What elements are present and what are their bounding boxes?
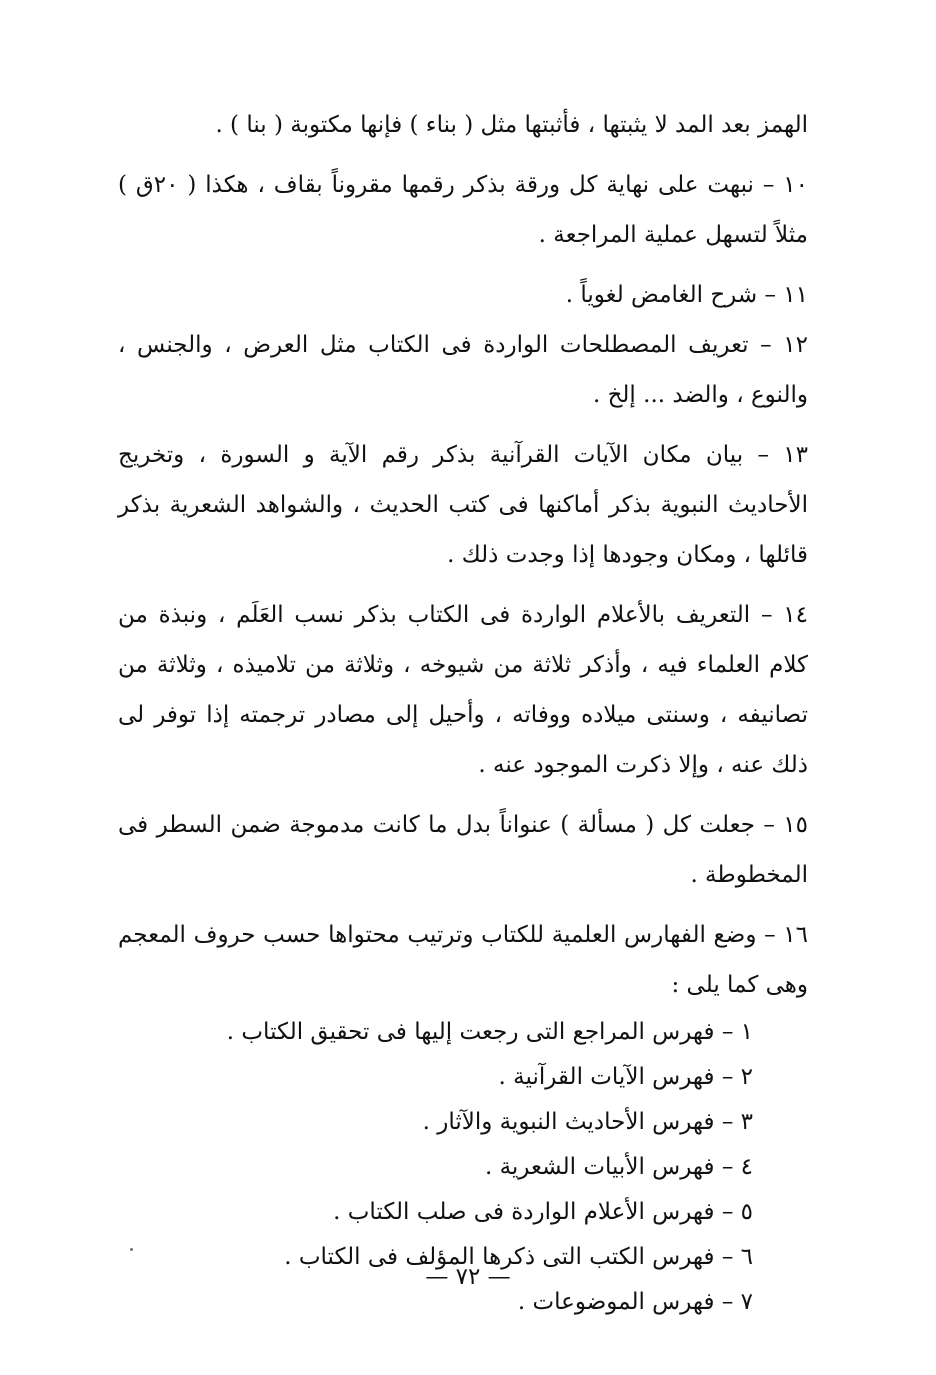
- index-list-item-6: ٦ – فهرس الكتب التى ذكرها المؤلف فى الكتاب .: [284, 1244, 753, 1270]
- index-list-item-3: ٣ – فهرس الأحاديث النبوية والآثار .: [422, 1109, 753, 1135]
- paragraph-hamz-continuation: الهمز بعد المد لا يثبتها ، فأثبتها مثل ( بناء ) فإنها مكتوبة ( بنا ) .: [215, 112, 808, 138]
- paragraph-item-12: ١٢ – تعريف المصطلحات الواردة فى الكتاب مثل العرض ، والجنس ، والنوع ، والضد ... إلخ .: [118, 332, 808, 408]
- paragraph-item-16: ١٦ – وضع الفهارس العلمية للكتاب وترتيب محتواها حسب حروف المعجم وهى كما يلى :: [118, 922, 808, 998]
- index-list-item-2: ٢ – فهرس الآيات القرآنية .: [498, 1064, 753, 1090]
- paragraph-item-14: ١٤ – التعريف بالأعلام الواردة فى الكتاب بذكر نسب العَلَم ، ونبذة من كلام العلماء فيه ، وأذكر ثلاثة من شيوخه ، وثلاثة من تلاميذه ، وثلاثة من تصانيفه ، وسنتى ميلاده ووفاته ، وأحيل إلى مصادر ترجمته إذا توفر لى ذلك عنه ، وإلا ذكرت الموجود عنه .: [118, 602, 808, 778]
- index-list-item-5: ٥ – فهرس الأعلام الواردة فى صلب الكتاب .: [333, 1199, 753, 1225]
- paragraph-item-13: ١٣ – بيان مكان الآيات القرآنية بذكر رقم الآية و السورة ، وتخريج الأحاديث النبوية بذكر أماكنها فى كتب الحديث ، والشواهد الشعرية بذكر قائلها ، ومكان وجودها إذا وجدت ذلك .: [118, 442, 808, 568]
- page-body: [118, 100, 808, 1325]
- page-number: — ٧٢ —: [425, 1264, 511, 1290]
- paragraph-item-10: ١٠ – نبهت على نهاية كل ورقة بذكر رقمها مقروناً بقاف ، هكذا ( ٢٠ق ) مثلاً لتسهل عملية المراجعة .: [118, 172, 808, 248]
- scan-speck: [130, 1248, 133, 1251]
- index-list-item-1: ١ – فهرس المراجع التى رجعت إليها فى تحقيق الكتاب .: [226, 1019, 753, 1045]
- index-list-item-4: ٤ – فهرس الأبيات الشعرية .: [484, 1154, 753, 1180]
- paragraph-item-11: ١١ – شرح الغامض لغوياً .: [565, 282, 808, 308]
- paragraph-item-15: ١٥ – جعلت كل ( مسألة ) عنواناً بدل ما كانت مدموجة ضمن السطر فى المخطوطة .: [118, 812, 808, 888]
- index-list-item-7: ٧ – فهرس الموضوعات .: [517, 1289, 753, 1315]
